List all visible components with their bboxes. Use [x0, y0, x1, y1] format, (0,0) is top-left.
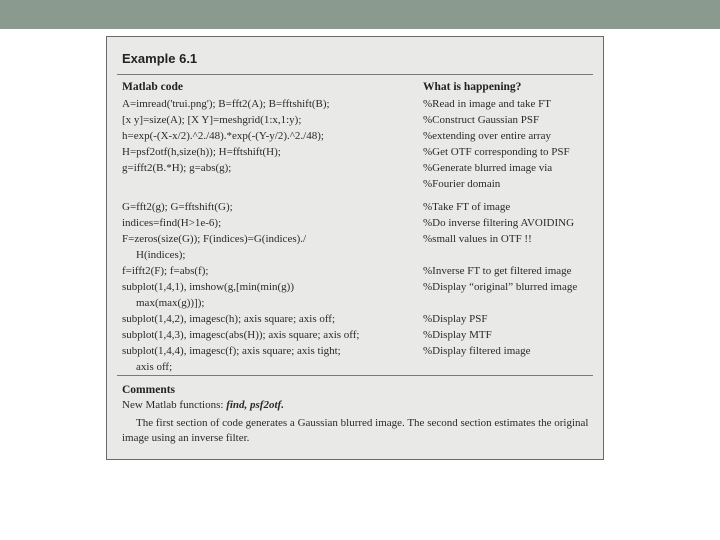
code-line: max(max(g))]); — [136, 297, 205, 309]
code-section-1 — [122, 96, 412, 176]
comment-section-2 — [423, 199, 601, 359]
new-functions-list: find, psf2otf. — [226, 399, 284, 411]
comment-line: %Display filtered image — [423, 345, 531, 357]
comment-line: %Display PSF — [423, 313, 488, 325]
code-section-2 — [122, 199, 412, 375]
comment-line: %Read in image and take FT — [423, 98, 551, 110]
comment-line: %Take FT of image — [423, 201, 511, 213]
code-line: indices=find(H>1e-6); — [122, 217, 222, 229]
top-divider — [117, 74, 593, 75]
code-line: axis off; — [136, 361, 173, 373]
comment-line: %Display “original” blurred image — [423, 281, 578, 293]
comment-section-1 — [423, 96, 601, 192]
code-line: subplot(1,4,3), imagesc(abs(H)); axis square; axis off; — [122, 329, 360, 341]
code-line: [x y]=size(A); [X Y]=meshgrid(1:x,1:y); — [122, 114, 302, 126]
code-line: H(indices); — [136, 249, 186, 261]
comment-line: %Inverse FT to get filtered image — [423, 265, 572, 277]
comments-description: The first section of code generates a Gaussian blurred image. The second section estimates the original image using an inverse filter. — [122, 417, 589, 444]
code-line: f=ifft2(F); f=abs(f); — [122, 265, 209, 277]
code-line: H=psf2otf(h,size(h)); H=fftshift(H); — [122, 146, 281, 158]
comment-line-blank — [423, 295, 601, 311]
comment-line: %Construct Gaussian PSF — [423, 114, 540, 126]
code-line: F=zeros(size(G)); F(indices)=G(indices)./ — [122, 233, 307, 245]
code-line: subplot(1,4,1), imshow(g,[min(min(g)) — [122, 281, 295, 293]
example-title: Example 6.1 — [122, 51, 198, 66]
top-accent-bar — [0, 0, 720, 29]
comment-line: %Fourier domain — [423, 178, 501, 190]
comment-line: %Get OTF corresponding to PSF — [423, 146, 570, 158]
comments-heading: Comments — [122, 384, 176, 396]
code-line: A=imread('trui.png'); B=fft2(A); B=fftshift(B); — [122, 98, 330, 110]
comment-line: %Display MTF — [423, 329, 492, 341]
code-line: subplot(1,4,4), imagesc(f); axis square; axis tight; — [122, 345, 341, 357]
comment-line-blank — [423, 247, 601, 263]
bottom-divider — [117, 375, 593, 376]
new-functions-line — [122, 399, 284, 411]
comment-line: %small values in OTF !! — [423, 233, 532, 245]
comment-line: %Generate blurred image via — [423, 162, 553, 174]
code-line: g=ifft2(B.*H); g=abs(g); — [122, 162, 232, 174]
example-panel — [106, 36, 604, 460]
code-line: subplot(1,4,2), imagesc(h); axis square; axis off; — [122, 313, 336, 325]
new-functions-label: New Matlab functions: — [122, 399, 224, 411]
code-column-heading: Matlab code — [122, 81, 184, 93]
comment-line: %Do inverse filtering AVOIDING — [423, 217, 575, 229]
comment-line: %extending over entire array — [423, 130, 551, 142]
code-line: G=fft2(g); G=fftshift(G); — [122, 201, 233, 213]
comments-column-heading: What is happening? — [423, 81, 522, 93]
code-line: h=exp(-(X-x/2).^2./48).*exp(-(Y-y/2).^2./48); — [122, 130, 324, 142]
